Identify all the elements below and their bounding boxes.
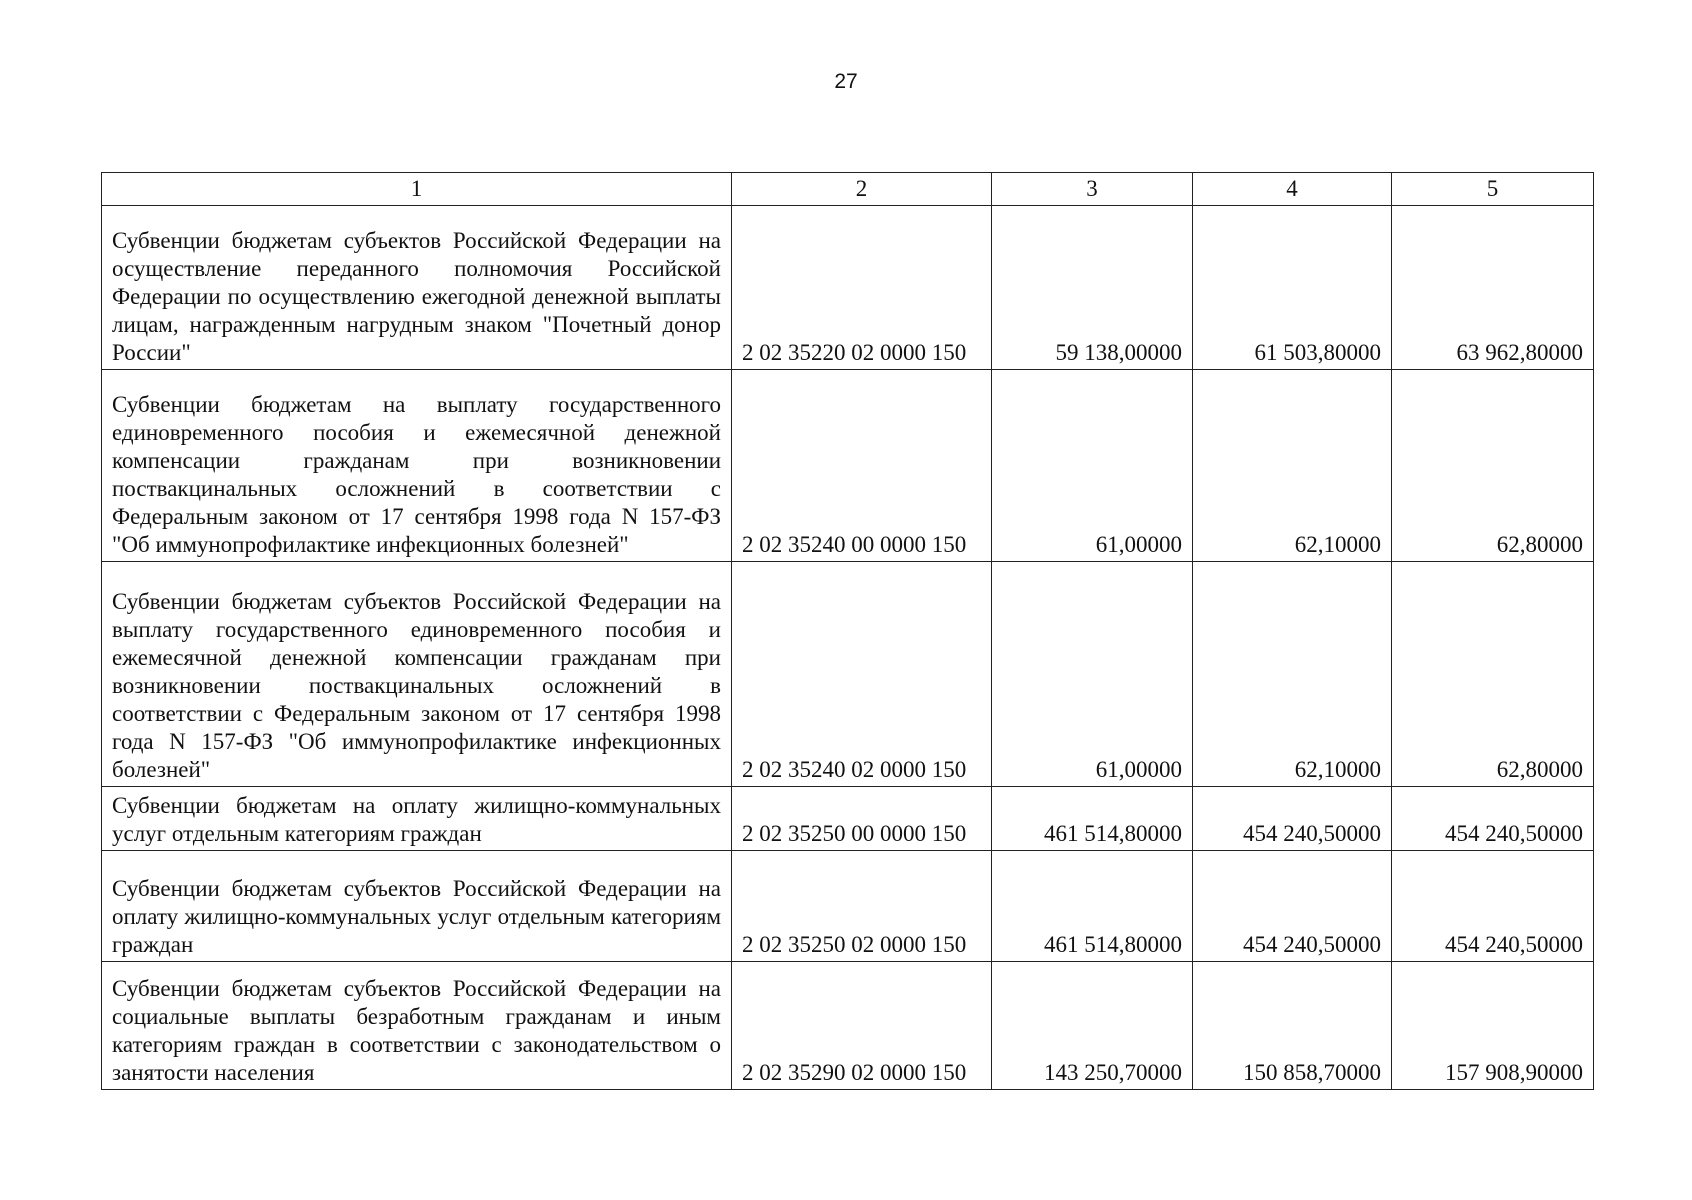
row-value-3: 461 514,80000 bbox=[992, 787, 1193, 851]
row-value-3: 61,00000 bbox=[992, 562, 1193, 787]
row-value-5: 62,80000 bbox=[1392, 562, 1594, 787]
row-code: 2 02 35250 00 0000 150 bbox=[732, 787, 992, 851]
row-value-5: 454 240,50000 bbox=[1392, 787, 1594, 851]
row-code: 2 02 35240 00 0000 150 bbox=[732, 370, 992, 562]
budget-table bbox=[101, 172, 1594, 1090]
column-header-2: 2 bbox=[732, 173, 992, 206]
row-code: 2 02 35250 02 0000 150 bbox=[732, 851, 992, 962]
row-value-3: 461 514,80000 bbox=[992, 851, 1193, 962]
row-code: 2 02 35220 02 0000 150 bbox=[732, 206, 992, 370]
row-description: Субвенции бюджетам субъектов Российской Федерации на выплату государственного единовременного пособия и ежемесячной денежной компенсации гражданам при возникновении поствакцинальных осложнений в соответствии с Федеральным законом от 17 сентября 1998 года N 157-ФЗ "Об иммунопрофилактике инфекционных болезней" bbox=[102, 562, 732, 787]
table-row bbox=[102, 370, 1594, 562]
row-value-4: 62,10000 bbox=[1193, 562, 1392, 787]
column-header-5: 5 bbox=[1392, 173, 1594, 206]
row-value-4: 150 858,70000 bbox=[1193, 962, 1392, 1090]
header-row bbox=[102, 173, 1594, 206]
table-row bbox=[102, 206, 1594, 370]
row-description: Субвенции бюджетам субъектов Российской Федерации на осуществление переданного полномочия Российской Федерации по осуществлению ежегодной денежной выплаты лицам, награжденным нагрудным знаком "Почетный донор России" bbox=[102, 206, 732, 370]
row-value-3: 61,00000 bbox=[992, 370, 1193, 562]
row-code: 2 02 35290 02 0000 150 bbox=[732, 962, 992, 1090]
row-value-4: 454 240,50000 bbox=[1193, 787, 1392, 851]
page-number: 27 bbox=[834, 70, 858, 93]
row-value-4: 61 503,80000 bbox=[1193, 206, 1392, 370]
row-value-5: 62,80000 bbox=[1392, 370, 1594, 562]
row-description: Субвенции бюджетам субъектов Российской Федерации на социальные выплаты безработным гражданам и иным категориям граждан в соответствии с законодательством о занятости населения bbox=[102, 962, 732, 1090]
row-value-3: 143 250,70000 bbox=[992, 962, 1193, 1090]
row-description: Субвенции бюджетам субъектов Российской Федерации на оплату жилищно-коммунальных услуг отдельным категориям граждан bbox=[102, 851, 732, 962]
table-row bbox=[102, 851, 1594, 962]
table-row bbox=[102, 787, 1594, 851]
row-value-3: 59 138,00000 bbox=[992, 206, 1193, 370]
row-value-5: 157 908,90000 bbox=[1392, 962, 1594, 1090]
row-value-4: 62,10000 bbox=[1193, 370, 1392, 562]
row-value-4: 454 240,50000 bbox=[1193, 851, 1392, 962]
column-header-1: 1 bbox=[102, 173, 732, 206]
column-header-3: 3 bbox=[992, 173, 1193, 206]
column-header-4: 4 bbox=[1193, 173, 1392, 206]
row-description: Субвенции бюджетам на выплату государственного единовременного пособия и ежемесячной денежной компенсации гражданам при возникновении поствакцинальных осложнений в соответствии с Федеральным законом от 17 сентября 1998 года N 157-ФЗ "Об иммунопрофилактике инфекционных болезней" bbox=[102, 370, 732, 562]
row-value-5: 63 962,80000 bbox=[1392, 206, 1594, 370]
table-row bbox=[102, 962, 1594, 1090]
table-row bbox=[102, 562, 1594, 787]
row-code: 2 02 35240 02 0000 150 bbox=[732, 562, 992, 787]
row-description: Субвенции бюджетам на оплату жилищно-коммунальных услуг отдельным категориям граждан bbox=[102, 787, 732, 851]
row-value-5: 454 240,50000 bbox=[1392, 851, 1594, 962]
